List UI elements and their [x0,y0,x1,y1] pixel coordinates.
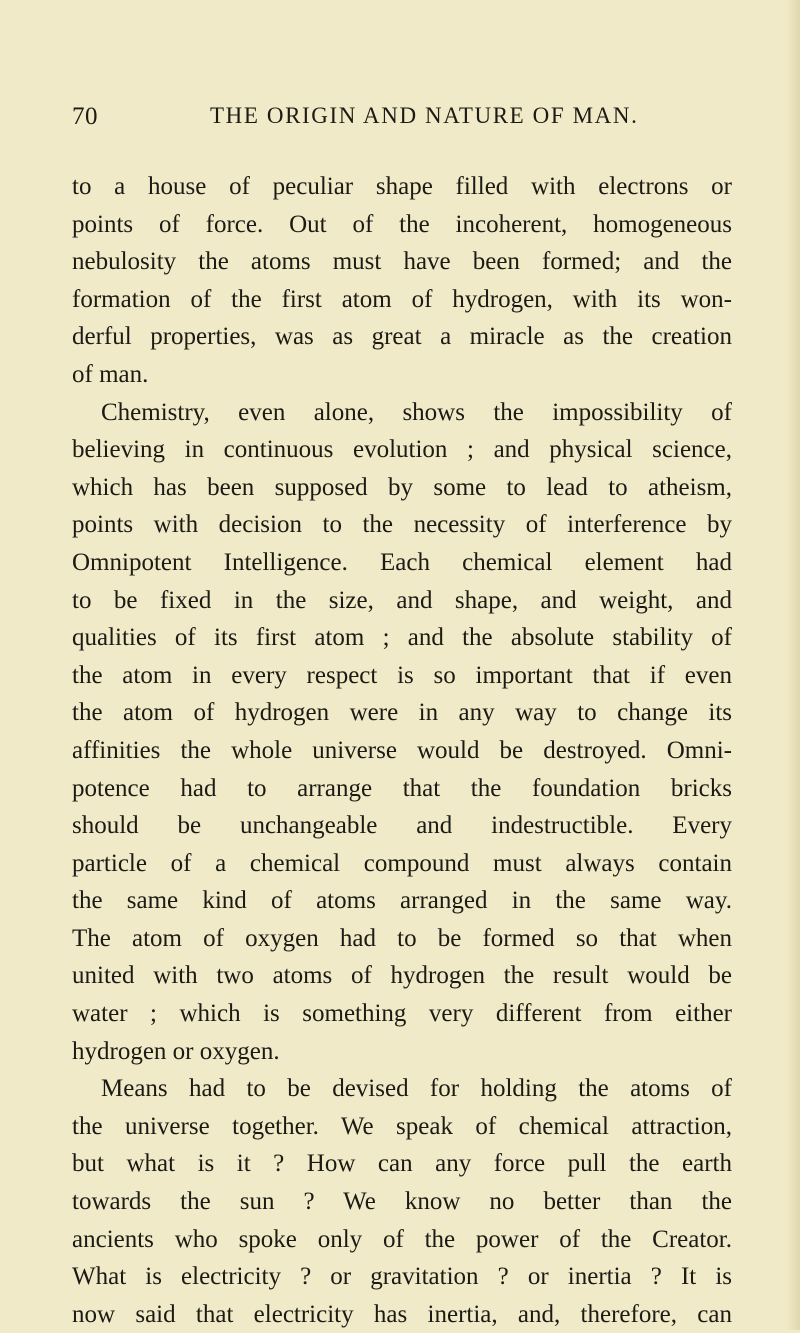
text-line: Omnipotent Intelligence. Each chemical element had [72,548,732,576]
text-line: the universe together. We speak of chemical attraction, [72,1112,732,1140]
text-line: the same kind of atoms arranged in the same way. [72,887,732,915]
body-text [72,168,732,1333]
text-line: believing in continuous evolution ; and physical science, [72,436,732,464]
text-line: potence had to arrange that the foundation bricks [72,774,732,802]
text-line: What is electricity ? or gravitation ? or inertia ? It is [72,1263,732,1291]
text-line: derful properties, was as great a miracle as the creation [72,323,732,351]
text-line: qualities of its first atom ; and the absolute stability of [72,624,732,652]
text-line: now said that electricity has inertia, and, therefore, can [72,1300,732,1328]
text-line: ancients who spoke only of the power of the Creator. [72,1225,732,1253]
text-line: Means had to be devised for holding the atoms of [101,1075,732,1103]
text-line: points with decision to the necessity of interference by [72,511,732,539]
text-line: towards the sun ? We know no better than the [72,1188,732,1216]
running-title: THE ORIGIN AND NATURE OF MAN. [210,103,639,128]
text-line: particle of a chemical compound must always contain [72,849,732,877]
text-line: the atom of hydrogen were in any way to change its [72,699,732,727]
text-line: water ; which is something very different from either [72,1000,732,1028]
text-line: points of force. Out of the incoherent, homogeneous [72,210,732,238]
text-line: should be unchangeable and indestructible. Every [72,812,732,840]
text-line: to a house of peculiar shape filled with electrons or [72,173,732,200]
text-line: which has been supposed by some to lead to atheism, [72,473,732,501]
running-head [72,103,732,143]
text-line: affinities the whole universe would be destroyed. Omni- [72,736,732,764]
text-line: but what is it ? How can any force pull the earth [72,1150,732,1178]
text-line: formation of the first atom of hydrogen, with its won- [72,285,732,313]
text-line: of man. [72,360,149,388]
text-line: to be fixed in the size, and shape, and weight, and [72,586,732,614]
text-line: The atom of oxygen had to be formed so that when [72,924,732,952]
text-line: united with two atoms of hydrogen the result would be [72,962,732,990]
text-line: nebulosity the atoms must have been formed; and the [72,248,732,276]
text-line: Chemistry, even alone, shows the impossibility of [101,398,732,426]
text-line: hydrogen or oxygen. [72,1037,280,1065]
page-number: 70 [72,103,98,130]
text-line: the atom in every respect is so important that if even [72,661,732,689]
page-edge-shadow [786,0,800,1330]
